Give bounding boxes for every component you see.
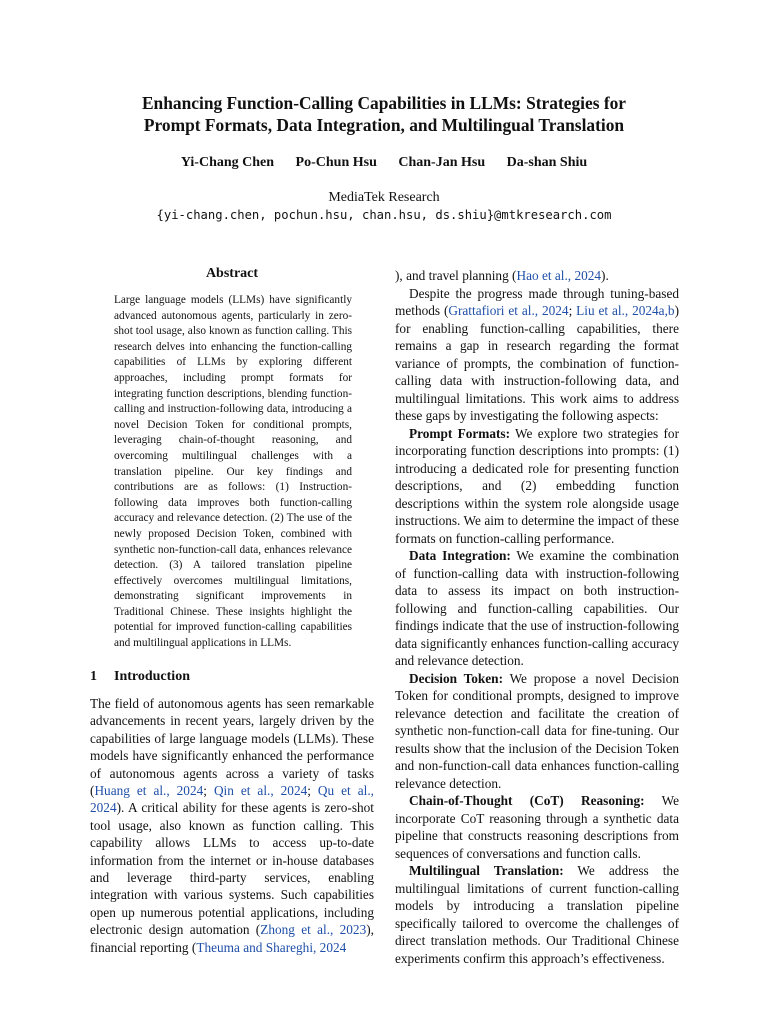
aspect-text: We examine the combination of function-calling data with instruction-following data to assess its impact on both instruction-following and function-calling capabilities. Our findings indicate that the use of instruction-following data significantly enhances function-calling accuracy and relevance detection.: [395, 548, 680, 668]
section-title: Introduction: [114, 669, 190, 684]
author: Yi-Chang Chen: [180, 155, 275, 170]
aspect-text: We incorporate CoT reasoning through a synthetic data pipeline that constructs reasoning descriptions from sequences of conversations and function calls.: [395, 793, 679, 861]
aspect-label: Prompt Formats:: [409, 425, 511, 441]
aspect-cot-reasoning: [395, 792, 679, 862]
intro-paragraph-1-continued: [395, 267, 679, 285]
citation-link[interactable]: Huang et al., 2024: [94, 783, 204, 799]
intro-text: ).: [601, 268, 609, 283]
intro-text: ;: [203, 783, 214, 799]
citation-link[interactable]: Hao et al., 2024: [516, 268, 602, 283]
intro-text: ;: [307, 783, 318, 799]
intro-text: ), and travel planning (: [395, 268, 517, 283]
intro-text: The field of autonomous agents has seen remarkable advancements in recent years, largely driven by the capabilities of large language models (LLMs). These models have significantly enhanced the performance of autonomous agents across a variety of tasks (: [90, 696, 374, 799]
abstract-text: Large language models (LLMs) have significantly advanced autonomous agents, particularly in zero-shot tool usage, also known as function calling. This research delves into enhancing the function-calling capabilities of LLMs by exploring different approaches, including prompt formats for integrating function descriptions, blending function-calling and instruction-following data, introducing a novel Decision Token for conditional prompts, leveraging chain-of-thought reasoning, and overcoming multilingual challenges with a translation pipeline. Our key findings and contributions are as follows: (1) Instruction-following data improves both function-calling accuracy and relevance detection. (2) The use of the newly proposed Decision Token, combined with synthetic non-function-call data, enhances relevance detection. (3) A tailored translation pipeline effectively overcomes multilingual limitations, demonstrating significant improvements in Traditional Chinese. These insights highlight the potential for improved function-calling capabilities and multilingual applications in LLMs.: [114, 294, 352, 650]
aspect-label: Data Integration:: [409, 548, 511, 563]
aspect-text: We address the multilingual limitations of current function-calling models by introducing a translation pipeline specifically tailored to overcome the challenges of direct translation methods. Our Traditional Chinese experiments confirm this approach’s effectiveness.: [395, 863, 679, 966]
title-line-1: Enhancing Function-Calling Capabilities in LLMs: Strategies for: [141, 93, 627, 113]
aspect-text: We explore two strategies for incorporating function descriptions into prompts: (1) introducing a dedicated role for presenting function descriptions, and (2) embedding function descriptions within the system role alongside usage instructions. We aim to determine the impact of these formats on function-calling performance.: [395, 425, 679, 546]
author: Da-shan Shiu: [506, 155, 588, 170]
intro-text: Despite the progress made through tuning-based methods (: [395, 285, 679, 318]
aspect-prompt-formats: [395, 425, 679, 548]
intro-text: ;: [568, 303, 577, 318]
section-heading-introduction: [90, 669, 374, 685]
citation-link[interactable]: Qin et al., 2024: [213, 783, 308, 799]
aspect-multilingual-translation: [395, 862, 679, 967]
intro-paragraph-2: [395, 285, 679, 425]
citation-link[interactable]: Zhong et al., 2023: [260, 922, 367, 938]
intro-text: ), financial reporting (: [90, 922, 374, 955]
right-column: [395, 267, 679, 967]
intro-text: ). A critical ability for these agents is zero-shot tool usage, also known as function calling. This capability allows LLMs to access up-to-date information from the internet or in-house databases and leverage third-party services, enabling integration with various systems. Such capabilities open up numerous potential applications, including electronic design automation (: [90, 800, 374, 938]
aspect-data-integration: [395, 547, 679, 670]
author-emails: {yi-chang.chen, pochun.hsu, chan.hsu, ds.shiu}@mtkresearch.com: [156, 208, 612, 222]
citation-link[interactable]: Liu et al., 2024a,b: [576, 303, 675, 318]
aspect-text: We propose a novel Decision Token for conditional prompts, designed to improve relevance detection and facilitate the creation of synthetic non-function-call data for fine-tuning. Our results show that the inclusion of the Decision Token and non-function-call data enhances function-calling relevance detection.: [395, 670, 679, 791]
aspect-label: Decision Token:: [409, 670, 503, 686]
abstract-heading: Abstract: [205, 266, 259, 281]
affiliation: MediaTek Research: [328, 190, 440, 205]
author-list: [84, 155, 684, 171]
citation-link[interactable]: Grattafiori et al., 2024: [448, 303, 569, 318]
citation-link[interactable]: Qu et al., 2024: [90, 783, 374, 816]
aspect-label: Chain-of-Thought (CoT) Reasoning:: [409, 793, 645, 808]
title-line-2: Prompt Formats, Data Integration, and Multilingual Translation: [143, 115, 625, 135]
intro-text: ) for enabling function-calling capabilities, there remains a gap in research regarding the format variance of prompts, the combination of function-calling data with instruction-following data, and multilingual limitations. This work aims to address these gaps by investigating the following aspects:: [395, 303, 679, 423]
paper-title: [84, 92, 684, 136]
author: Po-Chun Hsu: [295, 155, 377, 170]
author: Chan-Jan Hsu: [398, 155, 486, 170]
citation-link[interactable]: Theuma and Shareghi, 2024: [196, 939, 347, 955]
section-number: 1: [90, 669, 97, 684]
aspect-label: Multilingual Translation:: [409, 863, 564, 878]
aspect-decision-token: [395, 670, 679, 793]
intro-paragraph-1: [90, 695, 374, 956]
